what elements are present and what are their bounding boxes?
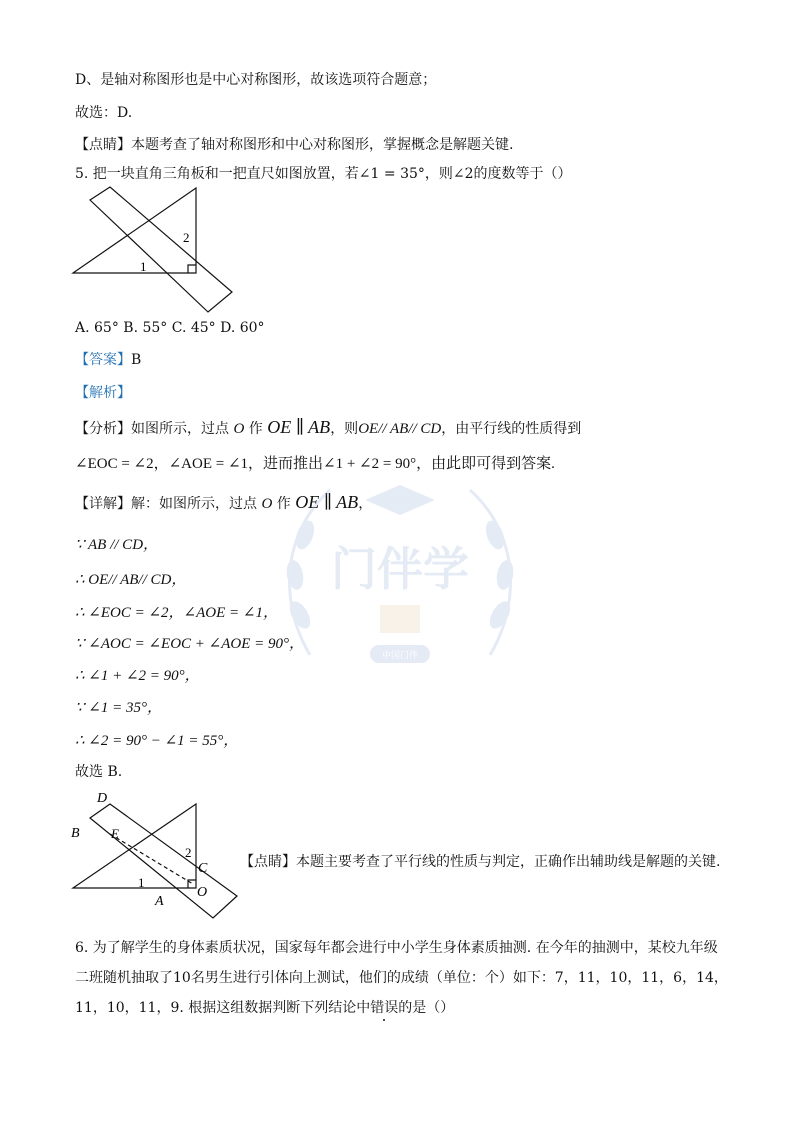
xiangjie-tag: 【详解】 [75, 496, 131, 512]
figure2-label-e: E [111, 826, 119, 841]
figure1-angle-1: 1 [140, 259, 147, 274]
step-7: ∴ ∠2 = 90° − ∠1 = 55°， [75, 733, 239, 749]
step-6: ∵ ∠1 = 35°， [75, 700, 162, 716]
xiangjie-point-o: O [261, 496, 273, 512]
question-6-line-1: 6. 为了解学生的身体素质状况，国家每年都会进行中小学生身体素质抽测. 在今年的抽测中，某校九年级 [75, 940, 718, 956]
question-6-line-3 [75, 998, 454, 1018]
xiangjie-text-2: 作 [276, 496, 291, 512]
figure2-angle-1: 1 [138, 875, 145, 890]
analysis-tag: 【解析】 [75, 385, 131, 401]
step-5: ∴ ∠1 + ∠2 = 90°， [75, 668, 200, 684]
question-5: 5. 把一块直角三角板和一把直尺如图放置，若∠1 = 35°，则∠2的度数等于（） [75, 166, 572, 182]
watermark-text: 门伴学 [331, 544, 469, 595]
fenxi-line-1 [75, 417, 581, 439]
dianjing-tag: 【点睛】 [75, 137, 131, 153]
question-6-line-2: 二班随机抽取了10名男生进行引体向上测试，他们的成绩（单位：个）如下：7，11，10，11，6，14， [75, 970, 728, 986]
answer-value: B [131, 352, 142, 368]
fenxi-text-1: 如图所示，过点 [131, 421, 229, 437]
figure2-label-a: A [155, 894, 164, 909]
answer-line [75, 350, 141, 370]
q6-emphasis-wrong: 错误 [370, 1000, 399, 1016]
step-1: ∵ AB // CD， [75, 537, 159, 553]
xiangjie-oe-parallel: OE ∥ AB [295, 492, 359, 512]
figure2-label-o: O [197, 885, 208, 900]
step-3: ∴ ∠EOC = ∠2，∠AOE = ∠1， [75, 605, 278, 621]
xiangjie-text-3: ， [358, 496, 373, 512]
fenxi-oe-ab-cd: OE// AB// CD [358, 421, 442, 437]
figure2-angle-2: 2 [185, 845, 192, 860]
fenxi-text-2: 作 [248, 421, 263, 437]
fenxi-oe-parallel: OE ∥ AB [267, 417, 331, 437]
answer-options: A. 65° B. 55° C. 45° D. 60° [75, 320, 265, 336]
watermark-badge: 中国门伴 [381, 650, 419, 660]
q6-text-a: 11，10，11，9. 根据这组数据判断下列结论中 [75, 1000, 371, 1016]
option-d-explanation: D、是轴对称图形也是中心对称图形，故该选项符合题意； [75, 72, 437, 88]
dianjing2-text: 本题主要考查了平行线的性质与判定，正确作出辅助线是解题的关键. [296, 854, 721, 870]
fenxi-text-3: ，则 [330, 421, 359, 437]
xiangjie-text-1: 解：如图所示，过点 [131, 496, 257, 512]
fenxi-tag: 【分析】 [75, 421, 131, 437]
dianjing-text: 本题考查了轴对称图形和中心对称图形，掌握概念是解题关键. [131, 137, 514, 153]
fenxi-point-o: O [233, 421, 245, 437]
figure-2-auxiliary-line [65, 788, 245, 923]
q6-text-c: 的是（） [398, 1000, 455, 1016]
choose-b: 故选 B. [75, 764, 123, 780]
dianjing-1 [75, 135, 513, 155]
choose-d: 故选：D. [75, 105, 133, 121]
step-2: ∴ OE// AB// CD， [75, 572, 187, 588]
watermark-logo [270, 455, 530, 705]
figure2-label-b: B [71, 826, 80, 841]
figure2-label-d: D [97, 791, 108, 806]
figure-1-triangle-ruler [70, 185, 240, 315]
figure1-angle-2: 2 [183, 230, 190, 245]
figure2-label-c: C [198, 861, 208, 876]
dianjing-2 [240, 852, 720, 872]
step-4: ∵ ∠AOC = ∠EOC + ∠AOE = 90°， [75, 636, 305, 652]
fenxi-text-4: ，由平行线的性质得到 [441, 421, 582, 437]
dianjing2-tag: 【点睛】 [240, 854, 296, 870]
answer-tag: 【答案】 [75, 352, 131, 368]
fenxi-line-2: ∠EOC = ∠2，∠AOE = ∠1，进而推出∠1 + ∠2 = 90°，由此即可得到答案. [75, 456, 555, 472]
